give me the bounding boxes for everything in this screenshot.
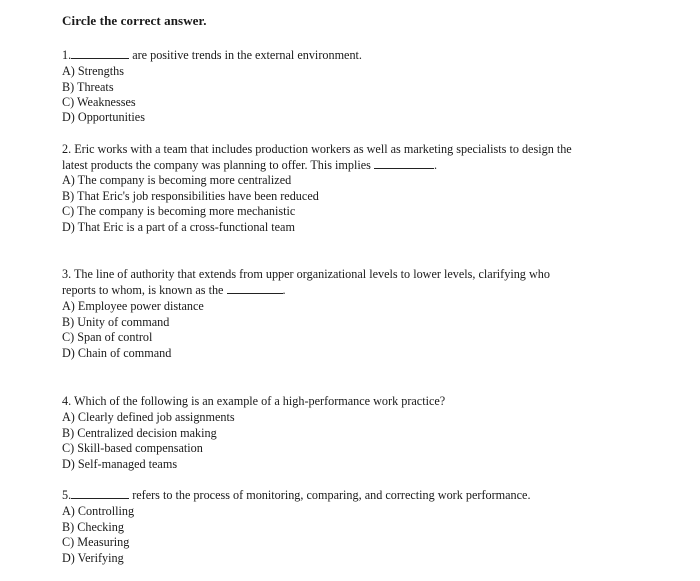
q3-option-a[interactable]: A) Employee power distance — [62, 299, 204, 313]
q1-option-c[interactable]: C) Weaknesses — [62, 95, 136, 109]
answer-blank-3 — [227, 283, 283, 294]
q3-option-c[interactable]: C) Span of control — [62, 330, 153, 344]
q3-option-b[interactable]: B) Unity of command — [62, 315, 170, 329]
question-4-line1: 4. Which of the following is an example of a high-performance work practice? — [62, 394, 446, 408]
q3-option-d[interactable]: D) Chain of command — [62, 346, 172, 360]
instruction-heading: Circle the correct answer. — [62, 13, 207, 28]
question-5-stem — [62, 488, 531, 504]
q5-option-a[interactable]: A) Controlling — [62, 504, 135, 518]
question-3-line1: 3. The line of authority that extends from upper organizational levels to lower levels, clarifying who — [62, 267, 550, 281]
q2-option-d[interactable]: D) That Eric is a part of a cross-functional team — [62, 220, 295, 234]
question-1-stem — [62, 48, 362, 64]
question-5-text: refers to the process of monitoring, comparing, and correcting work performance. — [132, 488, 531, 502]
question-3-period: . — [282, 283, 286, 297]
q4-option-a[interactable]: A) Clearly defined job assignments — [62, 410, 235, 424]
answer-blank-2 — [374, 158, 434, 169]
q2-option-b[interactable]: B) That Eric's job responsibilities have been reduced — [62, 189, 319, 203]
q1-option-d[interactable]: D) Opportunities — [62, 110, 145, 124]
question-1-text: are positive trends in the external environment. — [132, 48, 362, 62]
q5-option-d[interactable]: D) Verifying — [62, 551, 124, 565]
answer-blank-5 — [71, 488, 129, 499]
q2-option-c[interactable]: C) The company is becoming more mechanistic — [62, 204, 296, 218]
q2-option-a[interactable]: A) The company is becoming more centralized — [62, 173, 292, 187]
question-2-line2 — [62, 158, 437, 174]
question-2-line1: 2. Eric works with a team that includes production workers as well as marketing specialists to design the — [62, 142, 572, 156]
question-3-line2-text: reports to whom, is known as the — [62, 283, 224, 297]
q4-option-b[interactable]: B) Centralized decision making — [62, 426, 217, 440]
question-2-line2-text: latest products the company was planning to offer. This implies — [62, 158, 371, 172]
question-3-line2 — [62, 283, 286, 299]
answer-blank-1 — [71, 48, 129, 59]
q4-option-d[interactable]: D) Self-managed teams — [62, 457, 178, 471]
q5-option-c[interactable]: C) Measuring — [62, 535, 130, 549]
question-2-period: . — [433, 158, 438, 172]
q5-option-b[interactable]: B) Checking — [62, 520, 124, 534]
q1-option-b[interactable]: B) Threats — [62, 80, 114, 94]
question-5-number: 5. — [62, 488, 72, 502]
q4-option-c[interactable]: C) Skill-based compensation — [62, 441, 203, 455]
q1-option-a[interactable]: A) Strengths — [62, 64, 124, 78]
question-1-number: 1. — [62, 48, 72, 62]
